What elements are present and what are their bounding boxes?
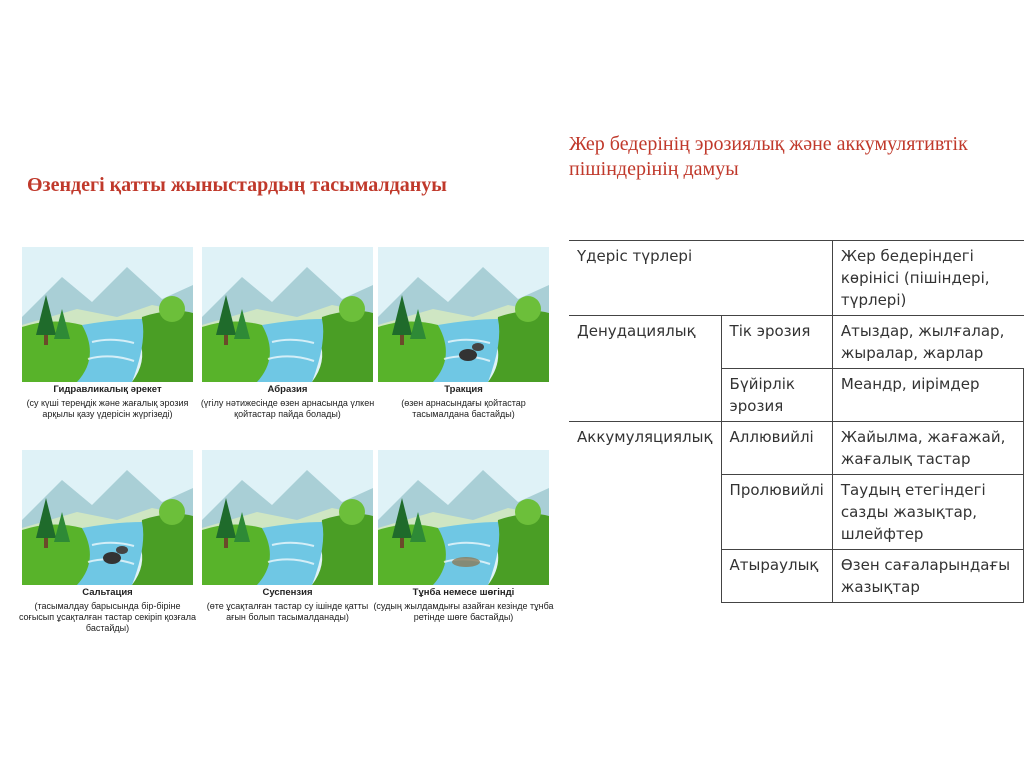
panel-caption <box>372 384 555 420</box>
river-illustration <box>378 247 549 382</box>
row-forms: Таудың етегіндегі сазды жазықтар, шлейфтер <box>832 475 1023 550</box>
slide-title-left: Өзендегі қатты жыныстардың тасымалдануы <box>27 174 447 196</box>
panel-title: Сальтация <box>82 587 133 598</box>
panel-suspension <box>202 450 373 655</box>
bush <box>515 499 541 525</box>
river-illustration <box>202 450 373 585</box>
panel-description: (өзен арнасындағы қойтастар тасымалдана бастайды) <box>401 398 526 419</box>
panel-title: Тракция <box>444 384 483 395</box>
river-illustration <box>378 450 549 585</box>
row-type: Тік эрозия <box>721 316 832 369</box>
sediment-deposit <box>452 557 480 567</box>
panel-saltation <box>18 450 197 655</box>
panel-hydraulic-action <box>22 247 193 452</box>
boulder <box>472 343 484 351</box>
tree-trunk <box>44 538 48 548</box>
group-accumulation: Аккумуляциялық <box>569 422 721 603</box>
process-table <box>569 240 1024 603</box>
right-title-line1: Жер бедерінің эрозиялық және аккумулятивтік <box>569 133 968 155</box>
river-illustration <box>22 450 193 585</box>
panel-description: (үгілу нәтижесінде өзен арнасында үлкен қойтастар пайда болады) <box>200 398 375 419</box>
panel-title: Абразия <box>267 384 308 395</box>
panel-caption <box>196 587 379 623</box>
boulder <box>116 546 128 554</box>
row-forms: Атыздар, жылғалар, жыралар, жарлар <box>832 316 1023 369</box>
panel-traction <box>378 247 549 452</box>
header-relief-forms: Жер бедеріндегі көрінісі (пішіндері, түрлері) <box>832 241 1023 316</box>
panel-title: Тұнба немесе шөгінді <box>412 587 515 598</box>
panel-caption <box>372 587 555 623</box>
panel-caption <box>196 384 379 420</box>
panel-description: (тасымалдау барысында бір-біріне соғысып ұсақталған тастар секіріп қозғала бастайды) <box>18 601 197 633</box>
slide-title-right <box>569 132 1024 182</box>
panel-sediment <box>373 450 554 655</box>
panel-description: (судың жылдамдығы азайған кезінде тұнба ретінде шөге бастайды) <box>373 601 554 622</box>
row-forms: Меандр, иірімдер <box>832 369 1023 422</box>
panel-title: Суспензия <box>262 587 313 598</box>
boulder <box>103 552 121 564</box>
river-illustration <box>22 247 193 382</box>
table-header-row <box>569 241 1024 316</box>
river-illustration <box>202 247 373 382</box>
bush <box>515 296 541 322</box>
panel-description: (өте ұсақталған тастар су ішінде қатты ағын болып тасымалданады) <box>206 601 369 622</box>
tree-trunk <box>224 538 228 548</box>
bush <box>339 296 365 322</box>
group-denudation: Денудациялық <box>569 316 721 422</box>
bush <box>339 499 365 525</box>
panel-abrasion <box>202 247 373 452</box>
tree-trunk <box>400 335 404 345</box>
tree-trunk <box>44 335 48 345</box>
tree-trunk <box>224 335 228 345</box>
bush <box>159 296 185 322</box>
right-title-line2: пішіндерінің дамуы <box>569 158 739 180</box>
row-type: Пролювийлі <box>721 475 832 550</box>
row-type: Аллювийлі <box>721 422 832 475</box>
panel-caption <box>16 587 199 634</box>
header-process-types: Үдеріс түрлері <box>569 241 832 316</box>
panel-title: Гидравликалық әрекет <box>53 384 162 395</box>
tree-trunk <box>400 538 404 548</box>
row-forms: Жайылма, жағажай, жағалық тастар <box>832 422 1023 475</box>
table-row <box>569 316 1024 369</box>
row-type: Атыраулық <box>721 550 832 603</box>
panel-description: (су күші тереңдік және жағалық эрозия арқылы қазу үдерісін жүргізеді) <box>26 398 189 419</box>
boulder <box>459 349 477 361</box>
row-type: Бүйірлік эрозия <box>721 369 832 422</box>
row-forms: Өзен сағаларындағы жазықтар <box>832 550 1023 603</box>
panel-caption <box>16 384 199 420</box>
table-row <box>569 422 1024 475</box>
bush <box>159 499 185 525</box>
